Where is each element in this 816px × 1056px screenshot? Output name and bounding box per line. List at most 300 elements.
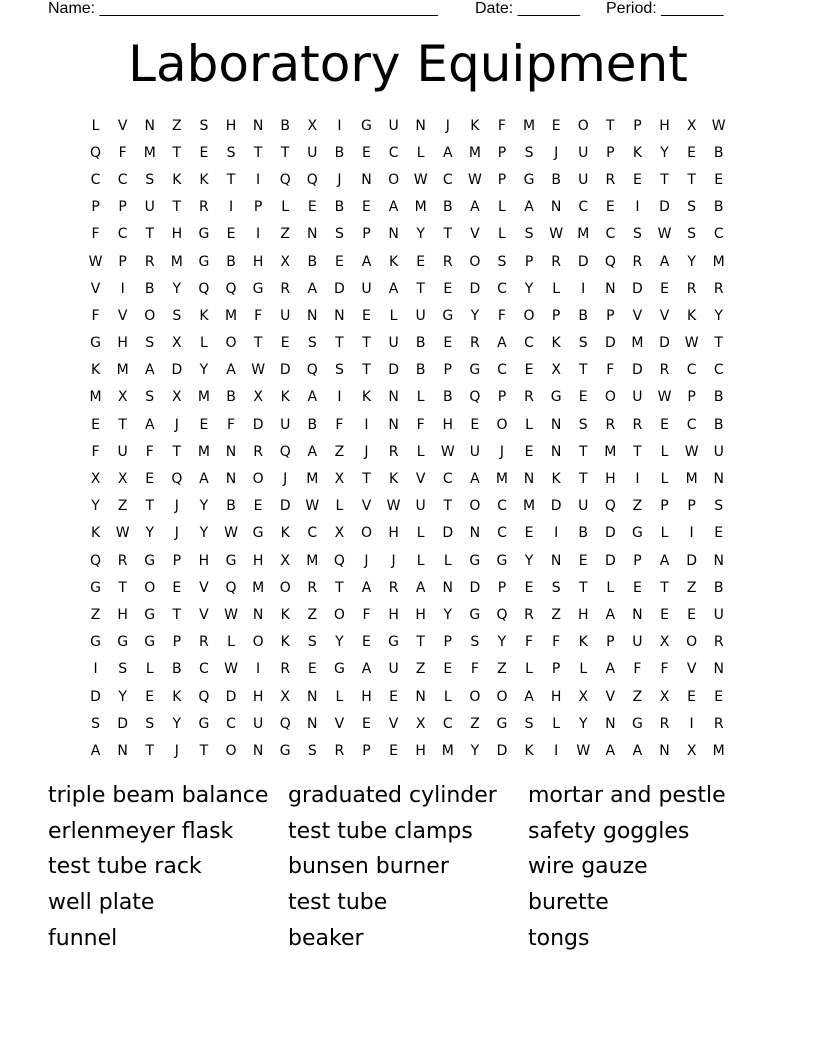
grid-letter[interactable]: A [442, 144, 453, 161]
grid-letter[interactable]: M [712, 253, 725, 270]
grid-letter[interactable]: E [253, 498, 263, 515]
grid-letter[interactable]: E [145, 471, 155, 488]
grid-letter[interactable]: W [224, 606, 238, 623]
grid-letter[interactable]: V [686, 661, 697, 678]
grid-letter[interactable]: K [524, 742, 534, 759]
grid-letter[interactable]: D [279, 498, 291, 515]
grid-letter[interactable]: N [550, 199, 562, 216]
grid-letter[interactable]: A [226, 362, 236, 379]
grid-letter[interactable]: W [549, 226, 564, 243]
grid-letter[interactable]: M [604, 443, 617, 460]
grid-letter[interactable]: Y [91, 498, 100, 515]
grid-letter[interactable]: L [227, 634, 235, 651]
grid-letter[interactable]: L [416, 144, 425, 161]
grid-letter[interactable]: T [172, 199, 182, 216]
grid-letter[interactable]: O [469, 498, 481, 515]
grid-letter[interactable]: O [523, 307, 535, 324]
grid-letter[interactable]: W [224, 525, 238, 542]
grid-letter[interactable]: E [714, 525, 724, 542]
grid-letter[interactable]: Z [334, 443, 345, 460]
grid-letter[interactable]: J [174, 742, 179, 759]
grid-letter[interactable]: A [605, 606, 616, 623]
grid-letter[interactable]: M [197, 443, 210, 460]
grid-letter[interactable]: W [576, 742, 591, 759]
grid-letter[interactable]: U [280, 416, 291, 433]
grid-letter[interactable]: N [225, 471, 237, 488]
grid-letter[interactable]: E [632, 171, 642, 188]
grid-letter[interactable]: K [172, 688, 182, 705]
grid-letter[interactable]: O [577, 117, 589, 134]
grid-letter[interactable]: B [226, 389, 236, 406]
grid-letter[interactable]: E [660, 280, 669, 297]
grid-letter[interactable]: R [199, 199, 209, 216]
grid-letter[interactable]: R [632, 416, 643, 433]
grid-letter[interactable]: E [443, 661, 453, 678]
grid-letter[interactable]: A [144, 416, 155, 433]
grid-letter[interactable]: L [552, 715, 561, 732]
grid-letter[interactable]: M [197, 389, 210, 406]
grid-letter[interactable]: O [686, 634, 698, 651]
grid-letter[interactable]: P [633, 552, 642, 569]
grid-letter[interactable]: V [117, 307, 128, 324]
grid-letter[interactable]: M [89, 389, 102, 406]
grid-letter[interactable]: P [91, 199, 100, 216]
grid-letter[interactable]: E [362, 199, 371, 216]
grid-letter[interactable]: Y [118, 688, 127, 705]
grid-letter[interactable]: P [443, 362, 452, 379]
grid-letter[interactable]: A [307, 443, 318, 460]
grid-letter[interactable]: E [362, 307, 371, 324]
grid-letter[interactable]: G [279, 742, 291, 759]
grid-letter[interactable]: Z [172, 117, 182, 134]
grid-letter[interactable]: J [174, 498, 179, 515]
grid-letter[interactable]: W [684, 335, 699, 352]
grid-letter[interactable]: X [280, 253, 290, 270]
grid-letter[interactable]: G [550, 389, 562, 406]
grid-letter[interactable]: C [226, 715, 236, 732]
grid-letter[interactable]: F [118, 144, 127, 161]
grid-letter[interactable]: D [577, 253, 589, 270]
grid-letter[interactable]: S [145, 171, 155, 188]
grid-letter[interactable]: O [496, 416, 508, 433]
grid-letter[interactable]: F [91, 307, 100, 324]
grid-letter[interactable]: K [280, 389, 290, 406]
grid-letter[interactable]: T [578, 443, 588, 460]
grid-letter[interactable]: L [416, 552, 425, 569]
grid-letter[interactable]: X [686, 117, 697, 134]
grid-letter[interactable]: L [498, 226, 506, 243]
grid-letter[interactable]: S [226, 144, 236, 161]
grid-letter[interactable]: F [660, 661, 669, 678]
grid-letter[interactable]: N [632, 606, 643, 623]
grid-letter[interactable]: P [497, 389, 507, 406]
grid-letter[interactable]: U [252, 715, 264, 732]
grid-letter[interactable]: A [199, 471, 209, 488]
grid-letter[interactable]: A [524, 199, 534, 216]
grid-letter[interactable]: Y [660, 144, 669, 161]
grid-letter[interactable]: U [713, 443, 724, 460]
grid-letter[interactable]: L [145, 661, 154, 678]
grid-letter[interactable]: G [198, 253, 210, 270]
grid-letter[interactable]: Y [470, 307, 480, 324]
grid-letter[interactable]: L [416, 525, 425, 542]
grid-letter[interactable]: G [361, 117, 372, 134]
grid-letter[interactable]: X [551, 362, 561, 379]
grid-letter[interactable]: C [442, 715, 453, 732]
grid-letter[interactable]: C [605, 226, 616, 243]
grid-letter[interactable]: X [334, 471, 345, 488]
grid-letter[interactable]: V [199, 606, 209, 623]
grid-letter[interactable]: B [307, 416, 318, 433]
grid-letter[interactable]: N [252, 117, 264, 134]
grid-letter[interactable]: X [172, 389, 182, 406]
grid-letter[interactable]: P [524, 253, 534, 270]
grid-letter[interactable]: Y [416, 226, 425, 243]
grid-letter[interactable]: B [307, 253, 318, 270]
grid-letter[interactable]: L [525, 416, 533, 433]
grid-letter[interactable]: Z [307, 606, 318, 623]
grid-letter[interactable]: O [144, 579, 156, 596]
grid-letter[interactable]: G [252, 525, 264, 542]
grid-letter[interactable]: X [686, 742, 697, 759]
grid-letter[interactable]: U [388, 117, 399, 134]
grid-letter[interactable]: P [551, 307, 561, 324]
grid-letter[interactable]: Q [604, 498, 616, 515]
grid-letter[interactable]: S [334, 362, 344, 379]
grid-letter[interactable]: Q [306, 171, 318, 188]
grid-letter[interactable]: E [714, 171, 724, 188]
grid-letter[interactable]: C [578, 199, 589, 216]
grid-letter[interactable]: U [361, 280, 372, 297]
grid-letter[interactable]: B [713, 199, 724, 216]
grid-letter[interactable]: Z [280, 226, 290, 243]
grid-letter[interactable]: N [550, 443, 562, 460]
grid-letter[interactable]: N [252, 742, 264, 759]
grid-letter[interactable]: T [578, 362, 588, 379]
grid-letter[interactable]: E [524, 525, 534, 542]
grid-letter[interactable]: U [632, 634, 643, 651]
grid-letter[interactable]: B [442, 389, 453, 406]
grid-letter[interactable]: H [415, 606, 426, 623]
grid-letter[interactable]: V [334, 715, 345, 732]
grid-letter[interactable]: B [415, 335, 426, 352]
grid-letter[interactable]: S [714, 498, 724, 515]
grid-letter[interactable]: Y [524, 280, 534, 297]
grid-letter[interactable]: S [687, 226, 697, 243]
grid-letter[interactable]: D [496, 742, 508, 759]
grid-letter[interactable]: Q [279, 715, 291, 732]
grid-letter[interactable]: S [497, 253, 507, 270]
grid-letter[interactable]: V [361, 498, 372, 515]
grid-letter[interactable]: E [660, 416, 669, 433]
grid-letter[interactable]: O [360, 525, 372, 542]
grid-letter[interactable]: J [445, 117, 450, 134]
grid-letter[interactable]: L [416, 389, 425, 406]
grid-letter[interactable]: T [660, 171, 669, 188]
grid-letter[interactable]: Q [225, 280, 237, 297]
grid-letter[interactable]: W [413, 171, 428, 188]
grid-letter[interactable]: K [361, 389, 372, 406]
grid-letter[interactable]: D [117, 715, 129, 732]
grid-letter[interactable]: R [307, 579, 318, 596]
grid-letter[interactable]: N [307, 226, 318, 243]
grid-letter[interactable]: W [386, 498, 401, 515]
grid-letter[interactable]: N [713, 471, 724, 488]
grid-letter[interactable]: N [550, 552, 562, 569]
grid-letter[interactable]: F [91, 443, 100, 460]
grid-letter[interactable]: C [497, 525, 507, 542]
grid-letter[interactable]: Z [117, 498, 128, 515]
grid-letter[interactable]: H [171, 226, 183, 243]
grid-letter[interactable]: O [469, 253, 481, 270]
grid-letter[interactable]: S [578, 416, 588, 433]
grid-letter[interactable]: K [280, 634, 290, 651]
grid-letter[interactable]: S [145, 389, 155, 406]
grid-letter[interactable]: M [306, 552, 319, 569]
grid-letter[interactable]: C [713, 226, 724, 243]
grid-letter[interactable]: X [172, 335, 182, 352]
grid-letter[interactable]: U [388, 661, 399, 678]
grid-letter[interactable]: C [199, 661, 209, 678]
grid-letter[interactable]: K [280, 525, 290, 542]
grid-letter[interactable]: A [659, 253, 670, 270]
grid-letter[interactable]: F [335, 416, 344, 433]
grid-letter[interactable]: A [361, 661, 372, 678]
grid-letter[interactable]: R [605, 171, 616, 188]
grid-letter[interactable]: Q [198, 688, 210, 705]
grid-letter[interactable]: H [225, 117, 237, 134]
grid-letter[interactable]: M [252, 579, 265, 596]
grid-letter[interactable]: I [689, 715, 694, 732]
grid-letter[interactable]: E [145, 688, 155, 705]
grid-letter[interactable]: Y [524, 552, 534, 569]
grid-letter[interactable]: P [497, 579, 507, 596]
grid-letter[interactable]: D [632, 280, 643, 297]
grid-letter[interactable]: B [280, 117, 290, 134]
grid-letter[interactable]: R [605, 416, 616, 433]
grid-letter[interactable]: E [578, 389, 588, 406]
grid-letter[interactable]: D [659, 335, 670, 352]
grid-letter[interactable]: T [253, 335, 263, 352]
grid-letter[interactable]: T [714, 335, 723, 352]
grid-letter[interactable]: Y [578, 715, 588, 732]
grid-letter[interactable]: R [253, 443, 263, 460]
grid-letter[interactable]: I [256, 226, 261, 243]
grid-letter[interactable]: G [117, 634, 129, 651]
grid-letter[interactable]: S [172, 307, 182, 324]
grid-letter[interactable]: A [524, 688, 534, 705]
grid-letter[interactable]: D [686, 552, 697, 569]
grid-letter[interactable]: T [335, 579, 344, 596]
grid-letter[interactable]: B [334, 199, 345, 216]
grid-letter[interactable]: R [199, 634, 209, 651]
grid-letter[interactable]: O [279, 579, 291, 596]
grid-letter[interactable]: T [660, 579, 669, 596]
grid-letter[interactable]: R [388, 443, 399, 460]
grid-letter[interactable]: X [578, 688, 589, 705]
grid-letter[interactable]: X [659, 634, 670, 651]
grid-letter[interactable]: K [551, 471, 561, 488]
grid-letter[interactable]: G [144, 634, 156, 651]
grid-letter[interactable]: S [551, 579, 561, 596]
grid-letter[interactable]: L [416, 443, 425, 460]
grid-letter[interactable]: N [523, 471, 535, 488]
grid-letter[interactable]: B [713, 416, 724, 433]
grid-letter[interactable]: L [91, 117, 100, 134]
grid-letter[interactable]: G [469, 362, 481, 379]
grid-letter[interactable]: W [684, 443, 699, 460]
grid-letter[interactable]: X [307, 117, 318, 134]
grid-letter[interactable]: A [144, 362, 155, 379]
period-field[interactable]: Period: _______ [606, 0, 724, 17]
grid-letter[interactable]: A [632, 742, 643, 759]
name-field[interactable]: Name: ______________________________________ [48, 0, 438, 17]
grid-letter[interactable]: I [581, 280, 586, 297]
grid-letter[interactable]: L [281, 199, 290, 216]
grid-letter[interactable]: K [687, 307, 697, 324]
grid-letter[interactable]: K [90, 525, 101, 542]
grid-letter[interactable]: P [362, 226, 371, 243]
grid-letter[interactable]: F [254, 307, 263, 324]
grid-letter[interactable]: N [659, 742, 670, 759]
grid-letter[interactable]: E [714, 688, 724, 705]
grid-letter[interactable]: S [199, 117, 209, 134]
grid-letter[interactable]: N [388, 389, 399, 406]
grid-letter[interactable]: Q [225, 579, 237, 596]
grid-letter[interactable]: F [362, 606, 371, 623]
grid-letter[interactable]: M [631, 335, 644, 352]
grid-letter[interactable]: A [470, 199, 480, 216]
grid-letter[interactable]: V [117, 117, 128, 134]
grid-letter[interactable]: N [388, 226, 399, 243]
grid-letter[interactable]: I [337, 389, 342, 406]
grid-letter[interactable]: P [551, 661, 561, 678]
grid-letter[interactable]: J [364, 443, 369, 460]
grid-letter[interactable]: T [606, 117, 615, 134]
grid-letter[interactable]: Z [90, 606, 101, 623]
grid-letter[interactable]: P [606, 307, 615, 324]
date-field[interactable]: Date: _______ [475, 0, 580, 17]
grid-letter[interactable]: V [605, 688, 616, 705]
grid-letter[interactable]: E [389, 688, 398, 705]
grid-letter[interactable]: H [388, 606, 399, 623]
grid-letter[interactable]: L [660, 525, 669, 542]
grid-letter[interactable]: C [686, 416, 697, 433]
grid-letter[interactable]: C [442, 471, 453, 488]
grid-letter[interactable]: L [389, 307, 398, 324]
grid-letter[interactable]: S [334, 226, 344, 243]
grid-letter[interactable]: E [687, 144, 697, 161]
grid-letter[interactable]: C [442, 171, 453, 188]
grid-letter[interactable]: X [334, 525, 345, 542]
grid-letter[interactable]: Q [90, 144, 102, 161]
grid-letter[interactable]: W [224, 661, 238, 678]
grid-letter[interactable]: C [524, 335, 534, 352]
grid-letter[interactable]: Y [199, 525, 209, 542]
grid-letter[interactable]: O [604, 389, 616, 406]
grid-letter[interactable]: L [498, 199, 506, 216]
grid-letter[interactable]: Z [686, 579, 697, 596]
grid-letter[interactable]: N [307, 307, 318, 324]
grid-letter[interactable]: F [525, 634, 534, 651]
grid-letter[interactable]: C [497, 362, 507, 379]
grid-letter[interactable]: D [632, 362, 643, 379]
grid-letter[interactable]: R [659, 715, 670, 732]
grid-letter[interactable]: Y [199, 498, 209, 515]
grid-letter[interactable]: A [415, 579, 426, 596]
grid-letter[interactable]: L [335, 688, 344, 705]
grid-letter[interactable]: X [117, 389, 128, 406]
grid-letter[interactable]: P [443, 634, 452, 651]
grid-letter[interactable]: R [117, 552, 128, 569]
grid-letter[interactable]: R [713, 715, 724, 732]
grid-letter[interactable]: K [578, 634, 588, 651]
grid-letter[interactable]: H [577, 606, 589, 623]
grid-letter[interactable]: K [280, 606, 290, 623]
grid-letter[interactable]: L [606, 579, 615, 596]
grid-letter[interactable]: K [172, 171, 182, 188]
grid-letter[interactable]: T [253, 144, 263, 161]
grid-letter[interactable]: T [145, 498, 155, 515]
grid-letter[interactable]: T [362, 335, 371, 352]
grid-letter[interactable]: E [443, 335, 453, 352]
grid-letter[interactable]: B [713, 144, 724, 161]
grid-letter[interactable]: M [116, 362, 129, 379]
grid-letter[interactable]: R [524, 606, 534, 623]
grid-letter[interactable]: F [606, 362, 615, 379]
grid-letter[interactable]: G [90, 579, 101, 596]
grid-letter[interactable]: O [388, 171, 400, 188]
grid-letter[interactable]: I [93, 661, 98, 678]
grid-letter[interactable]: N [415, 117, 426, 134]
grid-letter[interactable]: V [632, 307, 643, 324]
grid-letter[interactable]: G [198, 226, 210, 243]
grid-letter[interactable]: B [226, 253, 236, 270]
grid-letter[interactable]: U [578, 498, 589, 515]
grid-letter[interactable]: D [388, 362, 399, 379]
grid-letter[interactable]: Y [470, 742, 480, 759]
grid-letter[interactable]: S [524, 226, 534, 243]
grid-letter[interactable]: D [604, 525, 616, 542]
grid-letter[interactable]: R [280, 280, 291, 297]
grid-letter[interactable]: T [443, 226, 453, 243]
grid-letter[interactable]: R [686, 280, 697, 297]
grid-letter[interactable]: U [578, 171, 589, 188]
grid-letter[interactable]: B [713, 579, 724, 596]
grid-letter[interactable]: I [635, 199, 640, 216]
grid-letter[interactable]: K [388, 253, 399, 270]
grid-letter[interactable]: S [307, 634, 317, 651]
grid-letter[interactable]: N [415, 688, 426, 705]
grid-letter[interactable]: P [118, 253, 127, 270]
grid-letter[interactable]: N [252, 606, 264, 623]
grid-letter[interactable]: X [253, 389, 263, 406]
grid-letter[interactable]: I [256, 661, 261, 678]
grid-letter[interactable]: H [388, 525, 399, 542]
grid-letter[interactable]: E [362, 144, 371, 161]
grid-letter[interactable]: Z [497, 661, 507, 678]
grid-letter[interactable]: Q [90, 552, 102, 569]
grid-letter[interactable]: B [578, 525, 589, 542]
grid-letter[interactable]: Q [306, 362, 318, 379]
grid-letter[interactable]: U [713, 606, 724, 623]
grid-letter[interactable]: R [469, 335, 480, 352]
grid-letter[interactable]: C [117, 226, 128, 243]
grid-letter[interactable]: G [523, 171, 535, 188]
grid-letter[interactable]: Q [469, 389, 481, 406]
grid-letter[interactable]: E [443, 280, 453, 297]
grid-letter[interactable]: G [90, 634, 101, 651]
